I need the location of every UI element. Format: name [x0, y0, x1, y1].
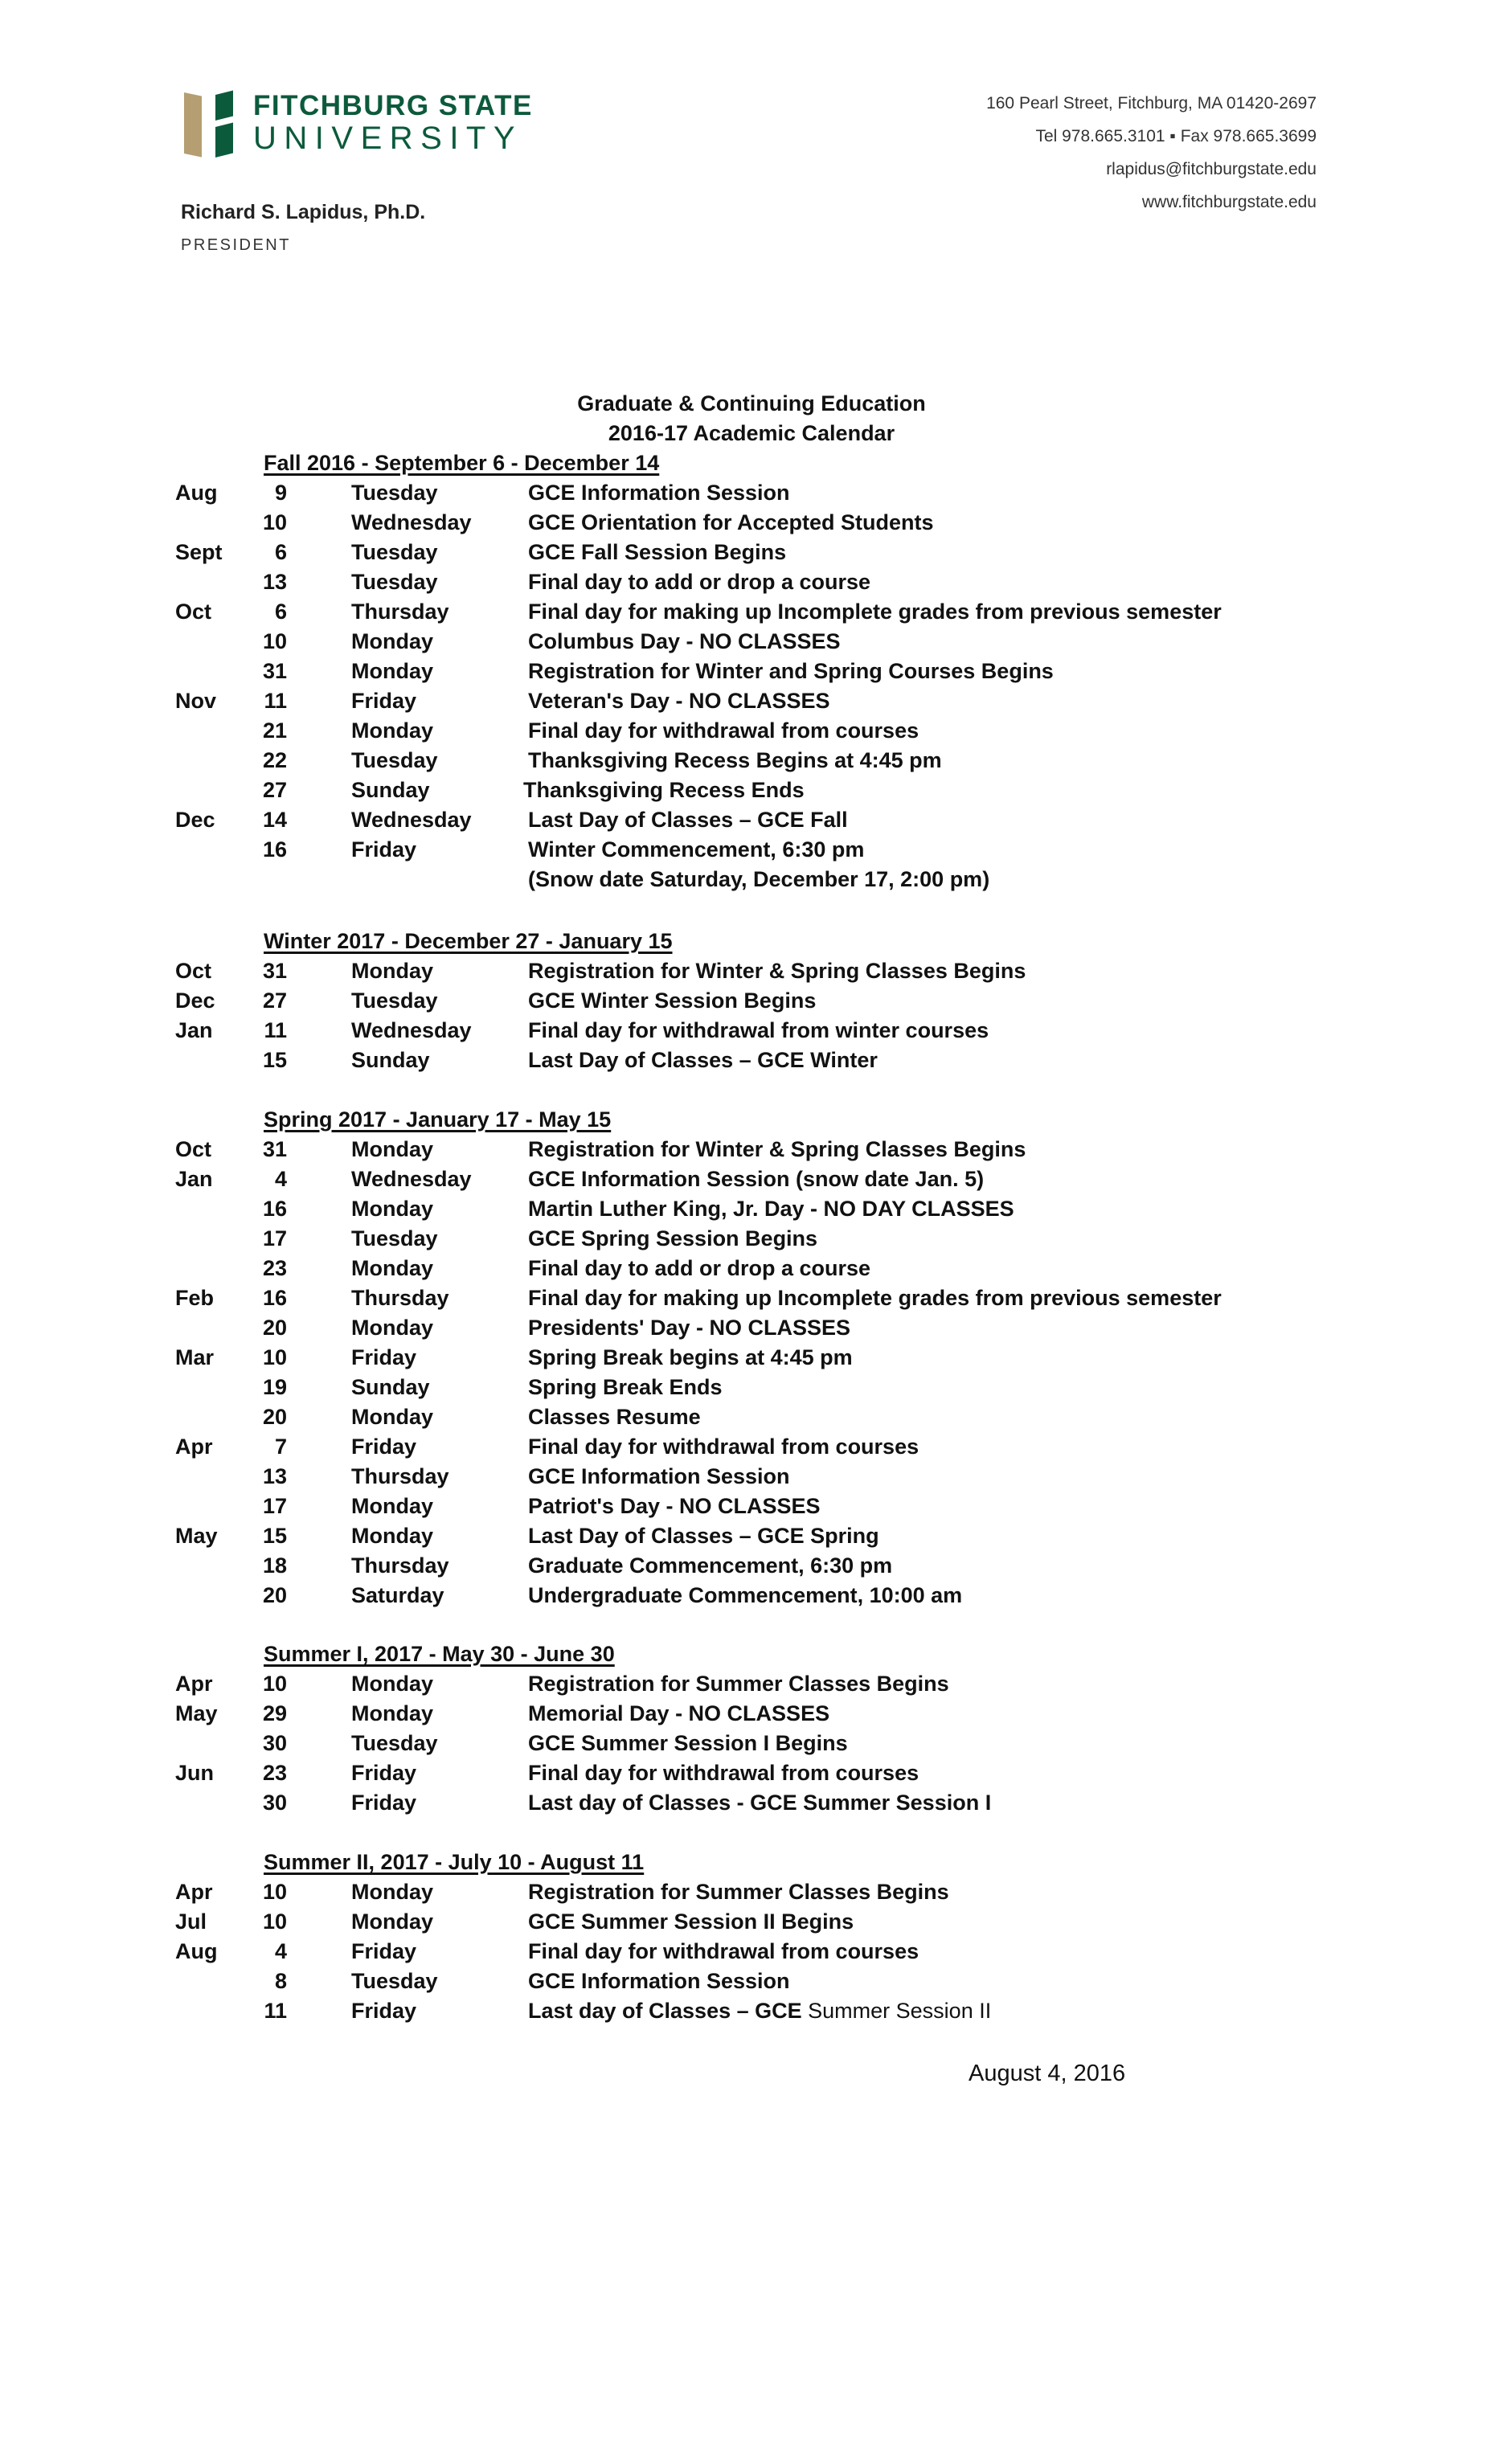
calendar-row — [0, 837, 1503, 867]
weekday-cell: Tuesday — [351, 748, 438, 772]
month-cell: Aug — [175, 481, 218, 505]
weekday-cell: Friday — [351, 1345, 417, 1369]
event-cell: Patriot's Day - NO CLASSES — [528, 1494, 821, 1518]
section-heading: Spring 2017 - January 17 - May 15 — [264, 1107, 612, 1132]
event-cell: Final day for withdrawal from courses — [528, 1939, 919, 1963]
weekday-cell: Friday — [351, 837, 417, 862]
day-cell: 6 — [274, 540, 287, 564]
event-cell: Undergraduate Commencement, 10:00 am — [528, 1583, 963, 1607]
calendar-row — [0, 748, 1503, 778]
day-cell: 10 — [262, 629, 287, 653]
event-cell: Final day to add or drop a course — [528, 1256, 871, 1280]
day-cell: 13 — [262, 570, 287, 594]
document-title-line2: 2016-17 Academic Calendar — [608, 421, 895, 445]
day-cell: 10 — [262, 1345, 287, 1369]
month-cell: Dec — [175, 808, 215, 832]
university-name-line2: UNIVERSITY — [253, 121, 523, 156]
event-cell: Registration for Summer Classes Begins — [528, 1880, 949, 1904]
calendar-row — [0, 1316, 1503, 1345]
weekday-cell: Thursday — [351, 1553, 449, 1578]
calendar-row — [0, 1375, 1503, 1405]
section-heading: Winter 2017 - December 27 - January 15 — [264, 929, 673, 953]
day-cell: 23 — [262, 1761, 287, 1785]
day-cell: 30 — [262, 1731, 287, 1755]
event-cell: Final day to add or drop a course — [528, 570, 871, 594]
calendar-row — [0, 1553, 1503, 1583]
month-cell: May — [175, 1524, 218, 1548]
day-cell: 4 — [274, 1167, 287, 1191]
weekday-cell: Wednesday — [351, 510, 472, 534]
event-cell: Final day for withdrawal from courses — [528, 1761, 919, 1785]
day-cell: 16 — [262, 1197, 287, 1221]
month-cell: Apr — [175, 1880, 213, 1904]
event-cell: Last Day of Classes – GCE Winter — [528, 1048, 878, 1072]
calendar-row — [0, 1256, 1503, 1286]
section-heading: Fall 2016 - September 6 - December 14 — [264, 451, 660, 475]
calendar-row — [0, 1137, 1503, 1167]
event-cell: Last day of Classes - GCE Summer Session I — [528, 1791, 992, 1815]
calendar-row — [0, 1524, 1503, 1553]
day-cell: 9 — [274, 481, 287, 505]
event-cell: GCE Spring Session Begins — [528, 1226, 818, 1250]
event-cell: Spring Break Ends — [528, 1375, 723, 1399]
event-cell: Presidents' Day - NO CLASSES — [528, 1316, 851, 1340]
month-cell: Oct — [175, 959, 212, 983]
month-cell: Feb — [175, 1286, 215, 1310]
day-cell: 22 — [262, 748, 287, 772]
calendar-row — [0, 689, 1503, 718]
calendar-row — [0, 629, 1503, 659]
weekday-cell: Wednesday — [351, 808, 472, 832]
day-cell: 20 — [262, 1583, 287, 1607]
calendar-row — [0, 718, 1503, 748]
document-date: August 4, 2016 — [969, 2061, 1126, 2086]
weekday-cell: Friday — [351, 1761, 417, 1785]
day-cell: 18 — [262, 1553, 287, 1578]
day-cell: 29 — [262, 1701, 287, 1725]
weekday-cell: Sunday — [351, 778, 430, 802]
day-cell: 10 — [262, 1909, 287, 1934]
month-cell: May — [175, 1701, 218, 1725]
email-link[interactable]: rlapidus@fitchburgstate.edu — [1106, 160, 1317, 178]
event-cell: Winter Commencement, 6:30 pm — [528, 837, 865, 862]
day-cell: 19 — [262, 1375, 287, 1399]
event-text-suffix: Summer Session II — [801, 1999, 992, 2023]
calendar-row — [0, 659, 1503, 689]
calendar-row — [0, 1939, 1503, 1969]
calendar-row — [0, 1405, 1503, 1435]
day-cell: 4 — [274, 1939, 287, 1963]
calendar-row — [0, 867, 1503, 897]
month-cell: Jun — [175, 1761, 215, 1785]
event-cell: GCE Information Session — [528, 1969, 790, 1993]
month-cell: Nov — [175, 689, 217, 713]
president-name: Richard S. Lapidus, Ph.D. — [181, 201, 426, 223]
day-cell: 15 — [262, 1524, 287, 1548]
calendar-row — [0, 570, 1503, 600]
day-cell: 20 — [262, 1316, 287, 1340]
weekday-cell: Friday — [351, 1999, 417, 2023]
day-cell: 7 — [274, 1435, 287, 1459]
event-cell — [528, 1999, 991, 2024]
weekday-cell: Wednesday — [351, 1167, 472, 1191]
calendar-row — [0, 1226, 1503, 1256]
weekday-cell: Monday — [351, 1405, 434, 1429]
event-cell: GCE Orientation for Accepted Students — [528, 510, 934, 534]
day-cell: 8 — [274, 1969, 287, 1993]
day-cell: 31 — [262, 659, 287, 683]
weekday-cell: Tuesday — [351, 570, 438, 594]
event-cell: Martin Luther King, Jr. Day - NO DAY CLASSES — [528, 1197, 1014, 1221]
weekday-cell: Saturday — [351, 1583, 444, 1607]
weekday-cell: Monday — [351, 1524, 434, 1548]
event-cell: GCE Fall Session Begins — [528, 540, 787, 564]
event-cell: Final day for withdrawal from courses — [528, 718, 919, 743]
calendar-row — [0, 1435, 1503, 1464]
day-cell: 31 — [262, 1137, 287, 1161]
month-cell: Sept — [175, 540, 223, 564]
day-cell: 17 — [262, 1494, 287, 1518]
calendar-row — [0, 1969, 1503, 1999]
president-title: PRESIDENT — [181, 236, 291, 254]
day-cell: 30 — [262, 1791, 287, 1815]
event-cell: Graduate Commencement, 6:30 pm — [528, 1553, 893, 1578]
day-cell: 20 — [262, 1405, 287, 1429]
logo-green-bar-bottom-icon — [215, 123, 233, 158]
event-cell: Registration for Winter & Spring Classes Begins — [528, 959, 1026, 983]
day-cell: 11 — [264, 1999, 287, 2023]
event-cell: Registration for Winter & Spring Classes Begins — [528, 1137, 1026, 1161]
event-cell: Last Day of Classes – GCE Spring — [528, 1524, 879, 1548]
weekday-cell: Monday — [351, 1880, 434, 1904]
calendar-row — [0, 510, 1503, 540]
event-cell: Memorial Day - NO CLASSES — [528, 1701, 830, 1725]
weekday-cell: Monday — [351, 1137, 434, 1161]
weekday-cell: Monday — [351, 1672, 434, 1696]
day-cell: 14 — [262, 808, 287, 832]
month-cell: Dec — [175, 988, 215, 1013]
weekday-cell: Tuesday — [351, 540, 438, 564]
month-cell: Oct — [175, 1137, 212, 1161]
weekday-cell: Thursday — [351, 1286, 449, 1310]
calendar-row — [0, 1464, 1503, 1494]
day-cell: 27 — [262, 988, 287, 1013]
month-cell: Apr — [175, 1435, 213, 1459]
calendar-row — [0, 1999, 1503, 2028]
document-title-line1: Graduate & Continuing Education — [577, 391, 926, 415]
event-cell: Veteran's Day - NO CLASSES — [528, 689, 830, 713]
day-cell: 15 — [262, 1048, 287, 1072]
day-cell: 10 — [262, 1672, 287, 1696]
day-cell: 23 — [262, 1256, 287, 1280]
weekday-cell: Monday — [351, 629, 434, 653]
weekday-cell: Friday — [351, 689, 417, 713]
event-cell: GCE Summer Session II Begins — [528, 1909, 854, 1934]
event-cell: GCE Summer Session I Begins — [528, 1731, 848, 1755]
day-cell: 16 — [262, 837, 287, 862]
logo-gold-bar-icon — [184, 92, 202, 158]
event-cell: Final day for withdrawal from winter courses — [528, 1018, 989, 1042]
day-cell: 17 — [262, 1226, 287, 1250]
weekday-cell: Tuesday — [351, 988, 438, 1013]
university-logo — [181, 90, 533, 162]
weekday-cell: Thursday — [351, 1464, 449, 1488]
contact-block — [986, 87, 1317, 219]
calendar-row — [0, 1909, 1503, 1939]
calendar-row — [0, 1048, 1503, 1078]
event-cell: Registration for Winter and Spring Courses Begins — [528, 659, 1054, 683]
month-cell: Jan — [175, 1018, 213, 1042]
calendar-row — [0, 1494, 1503, 1524]
calendar-row — [0, 1197, 1503, 1226]
calendar-row — [0, 808, 1503, 837]
event-cell: GCE Information Session — [528, 481, 790, 505]
weekday-cell: Monday — [351, 1701, 434, 1725]
day-cell: 10 — [262, 1880, 287, 1904]
weekday-cell: Monday — [351, 959, 434, 983]
calendar-row — [0, 1583, 1503, 1613]
calendar-row — [0, 1345, 1503, 1375]
weekday-cell: Monday — [351, 718, 434, 743]
day-cell: 16 — [262, 1286, 287, 1310]
event-cell: GCE Winter Session Begins — [528, 988, 817, 1013]
day-cell: 10 — [262, 510, 287, 534]
month-cell: Jan — [175, 1167, 213, 1191]
calendar-row — [0, 1791, 1503, 1820]
event-cell: Thanksgiving Recess Ends — [523, 778, 805, 802]
address: 160 Pearl Street, Fitchburg, MA 01420-2697 — [986, 94, 1317, 113]
calendar-row — [0, 988, 1503, 1018]
month-cell: Apr — [175, 1672, 213, 1696]
event-cell: Final day for making up Incomplete grades from previous semester — [528, 1286, 1222, 1310]
university-name-line1: FITCHBURG STATE — [253, 90, 533, 121]
calendar-row — [0, 778, 1503, 808]
weekday-cell: Monday — [351, 659, 434, 683]
weekday-cell: Tuesday — [351, 1226, 438, 1250]
event-cell: Thanksgiving Recess Begins at 4:45 pm — [528, 748, 942, 772]
calendar-row — [0, 1701, 1503, 1731]
calendar-row — [0, 1761, 1503, 1791]
weekday-cell: Friday — [351, 1435, 417, 1459]
weekday-cell: Sunday — [351, 1375, 430, 1399]
event-cell: (Snow date Saturday, December 17, 2:00 pm) — [528, 867, 990, 891]
weekday-cell: Wednesday — [351, 1018, 472, 1042]
phone-fax: Tel 978.665.3101 ▪ Fax 978.665.3699 — [1035, 127, 1317, 145]
event-cell: GCE Information Session (snow date Jan. 5) — [528, 1167, 985, 1191]
weekday-cell: Friday — [351, 1791, 417, 1815]
weekday-cell: Monday — [351, 1494, 434, 1518]
weekday-cell: Monday — [351, 1316, 434, 1340]
section-heading: Summer II, 2017 - July 10 - August 11 — [264, 1850, 645, 1874]
logo-green-bar-top-icon — [215, 91, 233, 121]
day-cell: 11 — [264, 689, 287, 713]
month-cell: Mar — [175, 1345, 215, 1369]
weekday-cell: Monday — [351, 1256, 434, 1280]
calendar-row — [0, 1880, 1503, 1909]
calendar-row — [0, 540, 1503, 570]
calendar-row — [0, 1018, 1503, 1048]
calendar-row — [0, 959, 1503, 988]
weekday-cell: Tuesday — [351, 1731, 438, 1755]
weekday-cell: Friday — [351, 1939, 417, 1963]
event-cell: GCE Information Session — [528, 1464, 790, 1488]
weekday-cell: Sunday — [351, 1048, 430, 1072]
section-heading: Summer I, 2017 - May 30 - June 30 — [264, 1642, 615, 1666]
event-cell: Classes Resume — [528, 1405, 701, 1429]
event-cell: Final day for withdrawal from courses — [528, 1435, 919, 1459]
calendar-row — [0, 1167, 1503, 1197]
day-cell: 6 — [274, 600, 287, 624]
month-cell: Oct — [175, 600, 212, 624]
weekday-cell: Thursday — [351, 600, 449, 624]
event-cell: Last Day of Classes – GCE Fall — [528, 808, 848, 832]
month-cell: Jul — [175, 1909, 207, 1934]
event-cell: Final day for making up Incomplete grades from previous semester — [528, 600, 1222, 624]
calendar-row — [0, 1731, 1503, 1761]
event-text: Last day of Classes – GCE — [528, 1999, 802, 2023]
event-cell: Registration for Summer Classes Begins — [528, 1672, 949, 1696]
website-link[interactable]: www.fitchburgstate.edu — [1141, 193, 1317, 211]
calendar-row — [0, 600, 1503, 629]
weekday-cell: Tuesday — [351, 481, 438, 505]
event-cell: Spring Break begins at 4:45 pm — [528, 1345, 853, 1369]
event-cell: Columbus Day - NO CLASSES — [528, 629, 841, 653]
weekday-cell: Tuesday — [351, 1969, 438, 1993]
calendar-row — [0, 481, 1503, 510]
calendar-row — [0, 1672, 1503, 1701]
month-cell: Aug — [175, 1939, 218, 1963]
calendar-row — [0, 1286, 1503, 1316]
day-cell: 11 — [264, 1018, 287, 1042]
weekday-cell: Monday — [351, 1197, 434, 1221]
day-cell: 21 — [262, 718, 287, 743]
weekday-cell: Monday — [351, 1909, 434, 1934]
day-cell: 31 — [262, 959, 287, 983]
day-cell: 13 — [262, 1464, 287, 1488]
day-cell: 27 — [262, 778, 287, 802]
